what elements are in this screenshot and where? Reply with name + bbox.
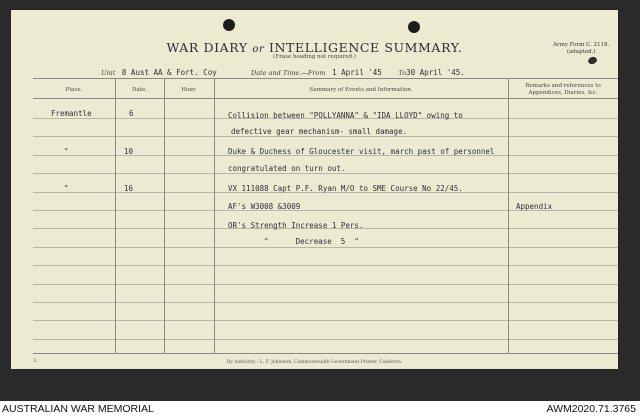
army-form-number: Army Form C. 2118.	[553, 42, 610, 48]
punch-hole-right	[408, 21, 420, 33]
unit-row	[101, 68, 217, 77]
printer-imprint: By Authority : L. F. Johnston, Commonwealth Government Printer, Canberra.	[226, 360, 403, 365]
col-rule-hour	[214, 78, 215, 353]
table-bottom-rule	[33, 353, 618, 354]
col-head-summary: Summary of Events and Information.	[309, 87, 413, 93]
entry-summary: " Decrease 5 "	[255, 237, 359, 246]
unit-value: 8 Aust AA & Fort. Coy	[121, 68, 217, 77]
title-intelligence-summary: INTELLIGENCE SUMMARY.	[268, 40, 463, 55]
ruled-line	[33, 265, 618, 266]
entry-summary: congratulated on turn out.	[228, 164, 346, 173]
col-head-hour: Hour.	[181, 87, 197, 93]
col-head-date: Date.	[132, 87, 147, 93]
form-subtitle: (Erase heading not required.)	[273, 54, 356, 60]
entry-summary: AF's W3008 &3009	[228, 202, 301, 211]
date-time-label: Date and Time.—From	[251, 69, 326, 77]
ruled-line	[33, 320, 618, 321]
army-form-adapted: (adapted.)	[566, 49, 596, 55]
entry-summary: Collision between "POLLYANNA" & "IDA LLOYD" owing to	[228, 111, 463, 120]
to-label: To	[398, 69, 407, 77]
ruled-line	[33, 247, 618, 248]
col-head-remarks-line1: Remarks and references to	[525, 83, 601, 89]
to-date-value: 30 April '45.	[406, 68, 465, 77]
col-rule-date	[164, 78, 165, 353]
entry-summary: Duke & Duchess of Gloucester visit, march past of personnel	[228, 147, 495, 156]
form-title	[11, 40, 618, 55]
archive-name: AUSTRALIAN WAR MEMORIAL	[2, 403, 154, 415]
caption-bar	[0, 401, 640, 417]
entry-date: 10	[124, 147, 134, 156]
accession-number: AWM2020.71.3765	[546, 403, 636, 415]
entry-place: "	[64, 147, 69, 156]
war-diary-form	[11, 10, 618, 369]
entry-date: 6	[129, 109, 134, 118]
table-top-rule	[33, 78, 618, 79]
date-range-row	[251, 68, 465, 77]
ruled-line	[33, 173, 618, 174]
entry-summary: VX 111088 Capt P.F. Ryan M/O to SME Course No 22/45.	[228, 184, 463, 193]
unit-label: Unit	[101, 69, 116, 77]
ruled-line	[33, 136, 618, 137]
entry-remarks: Appendix	[516, 202, 553, 211]
entry-place: "	[64, 184, 69, 193]
header-bottom-rule	[33, 98, 618, 99]
ruled-line	[33, 339, 618, 340]
col-head-place: Place.	[65, 87, 83, 93]
title-war-diary: WAR DIARY	[166, 40, 248, 55]
entry-place: Fremantle	[51, 109, 92, 118]
col-head-remarks	[508, 83, 618, 96]
entry-date: 16	[124, 184, 134, 193]
col-head-remarks-line2: Appendices, Diaries, &c.	[528, 89, 598, 96]
from-date-value: 1 April '45	[332, 68, 382, 77]
army-form-ref	[553, 42, 609, 56]
ruled-line	[33, 284, 618, 285]
title-or: or	[252, 44, 265, 55]
ruled-line	[33, 302, 618, 303]
col-rule-summary	[508, 78, 509, 353]
entry-summary: OR's Strength Increase 1 Pers.	[228, 221, 364, 230]
col-rule-place	[115, 78, 116, 353]
entry-summary: defective gear mechanism- small damage.	[231, 127, 408, 136]
punch-hole-left	[223, 19, 235, 31]
page-mark: 3.	[33, 358, 38, 364]
